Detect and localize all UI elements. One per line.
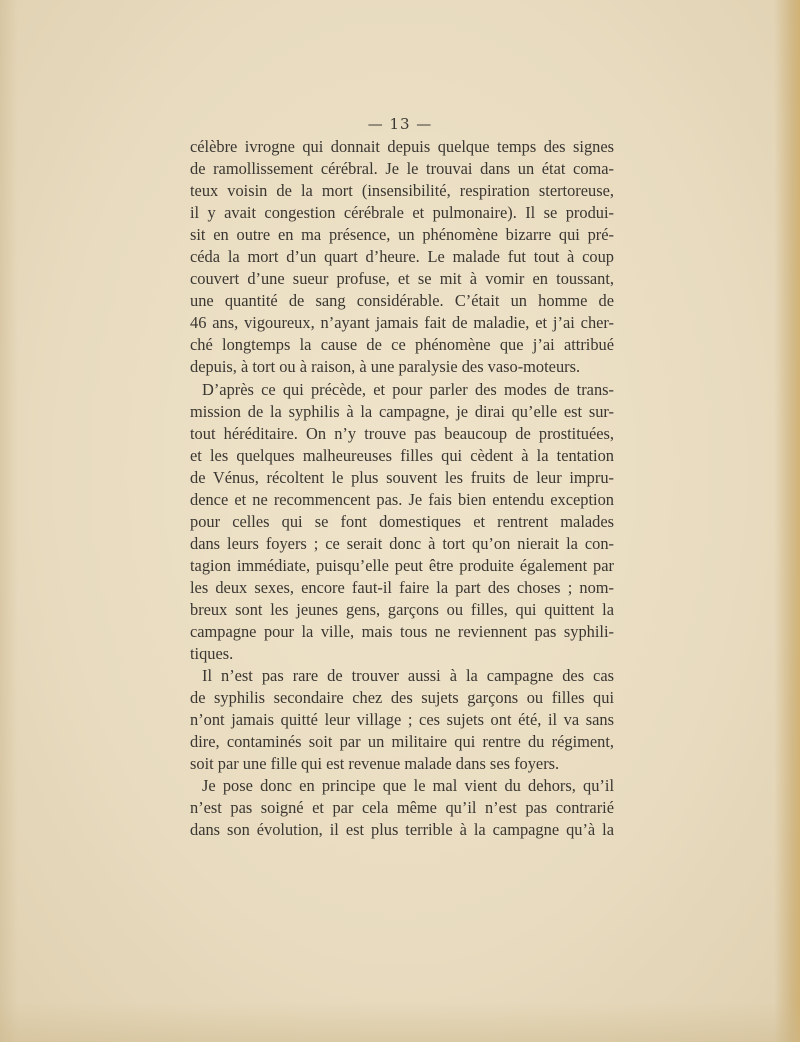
text-line: pour celles qui se font domestiques et rentrent malades: [190, 511, 614, 531]
text-line: tiques.: [190, 644, 234, 664]
text-line: les deux sexes, encore faut-il faire la part des choses ; nom-: [190, 577, 614, 597]
text-line: de syphilis secondaire chez des sujets garçons ou filles qui: [190, 688, 614, 708]
text-line: breux sont les jeunes gens, garçons ou filles, qui quittent la: [190, 599, 614, 619]
body-text: [190, 136, 614, 842]
text-line: et les quelques malheureuses filles qui cèdent à la tentation: [190, 445, 614, 465]
text-line: dire, contaminés soit par un militaire qui rentre du régiment,: [190, 732, 614, 752]
text-line: ché longtemps la cause de ce phénomène que j’ai attribué: [190, 335, 614, 355]
page-edge-shadow-left: [0, 0, 18, 1042]
page-edge-shadow-bottom: [0, 1002, 800, 1042]
text-line: dence et ne recommencent pas. Je fais bien entendu exception: [190, 489, 614, 509]
page-edge-shadow-right: [774, 0, 800, 1042]
text-line: céda la mort d’un quart d’heure. Le malade fut tout à coup: [190, 247, 614, 267]
text-line: Il n’est pas rare de trouver aussi à la campagne des cas: [202, 666, 614, 686]
text-line: D’après ce qui précède, et pour parler des modes de trans-: [202, 379, 614, 399]
text-line: couvert d’une sueur profuse, et se mit à vomir en toussant,: [190, 269, 614, 289]
text-line: de ramollissement cérébral. Je le trouvai dans un état coma-: [190, 159, 614, 179]
text-line: une quantité de sang considérable. C’était un homme de: [190, 291, 614, 311]
text-line: Je pose donc en principe que le mal vient du dehors, qu’il: [202, 776, 614, 796]
text-line: dans leurs foyers ; ce serait donc à tort qu’on nierait la con-: [190, 533, 614, 553]
text-line: n’ont jamais quitté leur village ; ces sujets ont été, il va sans: [190, 710, 614, 730]
text-line: n’est pas soigné et par cela même qu’il n’est pas contrarié: [190, 798, 614, 818]
text-line: célèbre ivrogne qui donnait depuis quelque temps des signes: [190, 137, 614, 156]
text-line: il y avait congestion cérébrale et pulmonaire). Il se produi-: [190, 203, 614, 223]
text-line: 46 ans, vigoureux, n’ayant jamais fait de maladie, et j’ai cher-: [190, 313, 614, 333]
text-line: soit par une fille qui est revenue malade dans ses foyers.: [190, 754, 560, 774]
text-line: dans son évolution, il est plus terrible à la campagne qu’à la: [190, 820, 614, 840]
text-line: mission de la syphilis à la campagne, je dirai qu’elle est sur-: [190, 401, 614, 421]
text-line: depuis, à tort ou à raison, à une paralysie des vaso-moteurs.: [190, 357, 581, 377]
text-line: campagne pour la ville, mais tous ne reviennent pas syphili-: [190, 622, 614, 642]
text-line: tout héréditaire. On n’y trouve pas beaucoup de prostituées,: [190, 423, 614, 443]
text-line: de Vénus, récoltent le plus souvent les fruits de leur impru-: [190, 467, 614, 487]
text-line: teux voisin de la mort (insensibilité, respiration stertoreuse,: [190, 181, 614, 201]
text-line: sit en outre en ma présence, un phénomène bizarre qui pré-: [190, 225, 614, 245]
text-line: tagion immédiate, puisqu’elle peut être produite également par: [190, 555, 614, 575]
page-number: — 13 —: [367, 115, 433, 133]
